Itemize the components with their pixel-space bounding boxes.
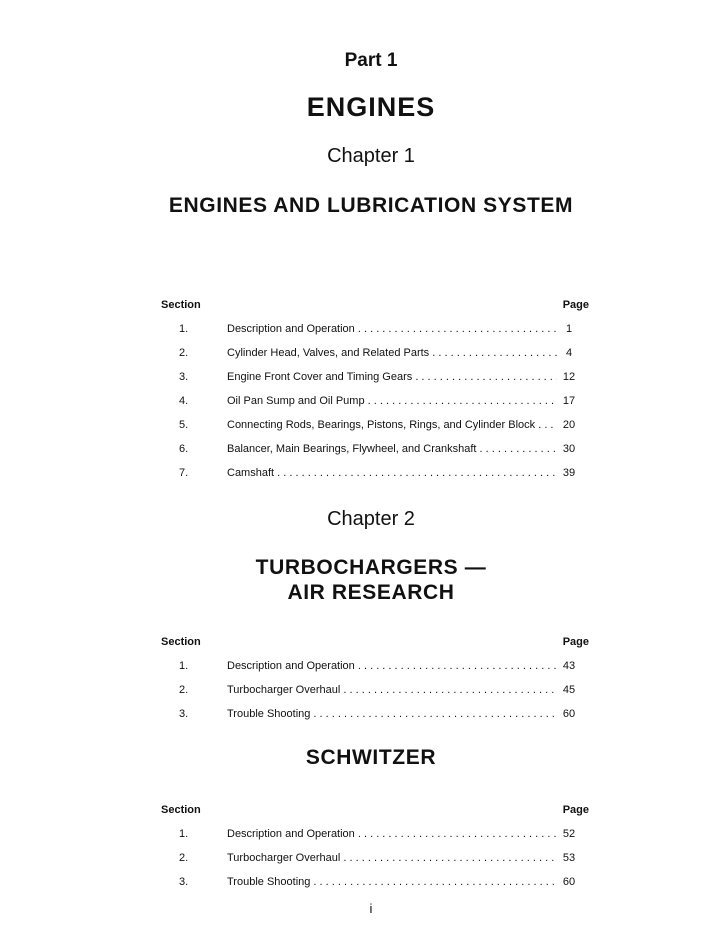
toc-header <box>161 804 589 818</box>
toc-row[interactable] <box>161 443 589 467</box>
section-title: Camshaft . . . <box>227 467 557 479</box>
section-header: Section <box>161 636 201 648</box>
toc-row[interactable] <box>161 419 589 443</box>
part-title: ENGINES <box>306 92 436 122</box>
page-header: Page <box>562 804 589 816</box>
toc-row[interactable] <box>161 395 589 419</box>
section-title: Oil Pan Sump and Oil Pump . . . <box>227 395 557 407</box>
page-number-footer: i <box>369 901 373 916</box>
toc-list <box>161 660 589 732</box>
section-number: 3. <box>179 371 189 383</box>
page-header: Page <box>562 636 589 648</box>
part-label: Part 1 <box>344 50 398 71</box>
toc-row[interactable] <box>161 852 589 876</box>
section-title: Trouble Shooting . . . <box>227 708 557 720</box>
section-title: Turbocharger Overhaul . . . <box>227 852 557 864</box>
chapter2-title <box>0 555 709 605</box>
page-number: 45 <box>562 684 576 696</box>
chapter2-toc <box>161 636 589 732</box>
section-title: Description and Operation . . . <box>227 660 557 672</box>
page-number: 30 <box>562 443 576 455</box>
page-number: 20 <box>562 419 576 431</box>
toc-row[interactable] <box>161 660 589 684</box>
page-header: Page <box>562 299 589 311</box>
toc-row[interactable] <box>161 828 589 852</box>
toc-row[interactable] <box>161 371 589 395</box>
toc-header <box>161 636 589 650</box>
section-title: Connecting Rods, Bearings, Pistons, Rings, and Cylinder Block . . . <box>227 419 557 431</box>
toc-row[interactable] <box>161 347 589 371</box>
toc-list <box>161 323 589 491</box>
section-number: 3. <box>179 708 189 720</box>
section-number: 1. <box>179 660 189 672</box>
toc-header <box>161 299 589 313</box>
section-title: Cylinder Head, Valves, and Related Parts . . . <box>227 347 557 359</box>
section-title: Description and Operation . . . <box>227 323 557 335</box>
chapter1-label: Chapter 1 <box>327 145 415 167</box>
section-number: 7. <box>179 467 189 479</box>
chapter1-toc <box>161 299 589 491</box>
page-number: 60 <box>562 708 576 720</box>
section-number: 5. <box>179 419 189 431</box>
section-number: 1. <box>179 323 189 335</box>
page-number: 39 <box>562 467 576 479</box>
section-header: Section <box>161 804 201 816</box>
section-number: 3. <box>179 876 189 888</box>
chapter2-title-line2: AIR RESEARCH <box>287 581 455 604</box>
page-number: 60 <box>562 876 576 888</box>
toc-row[interactable] <box>161 684 589 708</box>
section-number: 4. <box>179 395 189 407</box>
toc-row[interactable] <box>161 323 589 347</box>
toc-row[interactable] <box>161 708 589 732</box>
section-number: 1. <box>179 828 189 840</box>
toc-row[interactable] <box>161 876 589 900</box>
schwitzer-title: SCHWITZER <box>305 746 437 769</box>
section-number: 6. <box>179 443 189 455</box>
section-number: 2. <box>179 852 189 864</box>
page-number: 4 <box>565 347 573 359</box>
page-number: 1 <box>565 323 573 335</box>
page-number: 12 <box>562 371 576 383</box>
page-number: 53 <box>562 852 576 864</box>
section-title: Balancer, Main Bearings, Flywheel, and Crankshaft . . . <box>227 443 557 455</box>
section-number: 2. <box>179 347 189 359</box>
chapter1-title: ENGINES AND LUBRICATION SYSTEM <box>168 194 574 217</box>
section-title: Description and Operation . . . <box>227 828 557 840</box>
section-title: Turbocharger Overhaul . . . <box>227 684 557 696</box>
schwitzer-toc <box>161 804 589 900</box>
page-number: 17 <box>562 395 576 407</box>
chapter2-label: Chapter 2 <box>327 508 415 530</box>
section-title: Trouble Shooting . . . <box>227 876 557 888</box>
toc-row[interactable] <box>161 467 589 491</box>
chapter2-title-line1: TURBOCHARGERS — <box>255 556 487 579</box>
section-number: 2. <box>179 684 189 696</box>
page-number: 43 <box>562 660 576 672</box>
section-header: Section <box>161 299 201 311</box>
section-title: Engine Front Cover and Timing Gears . . . <box>227 371 557 383</box>
toc-list <box>161 828 589 900</box>
page-number: 52 <box>562 828 576 840</box>
